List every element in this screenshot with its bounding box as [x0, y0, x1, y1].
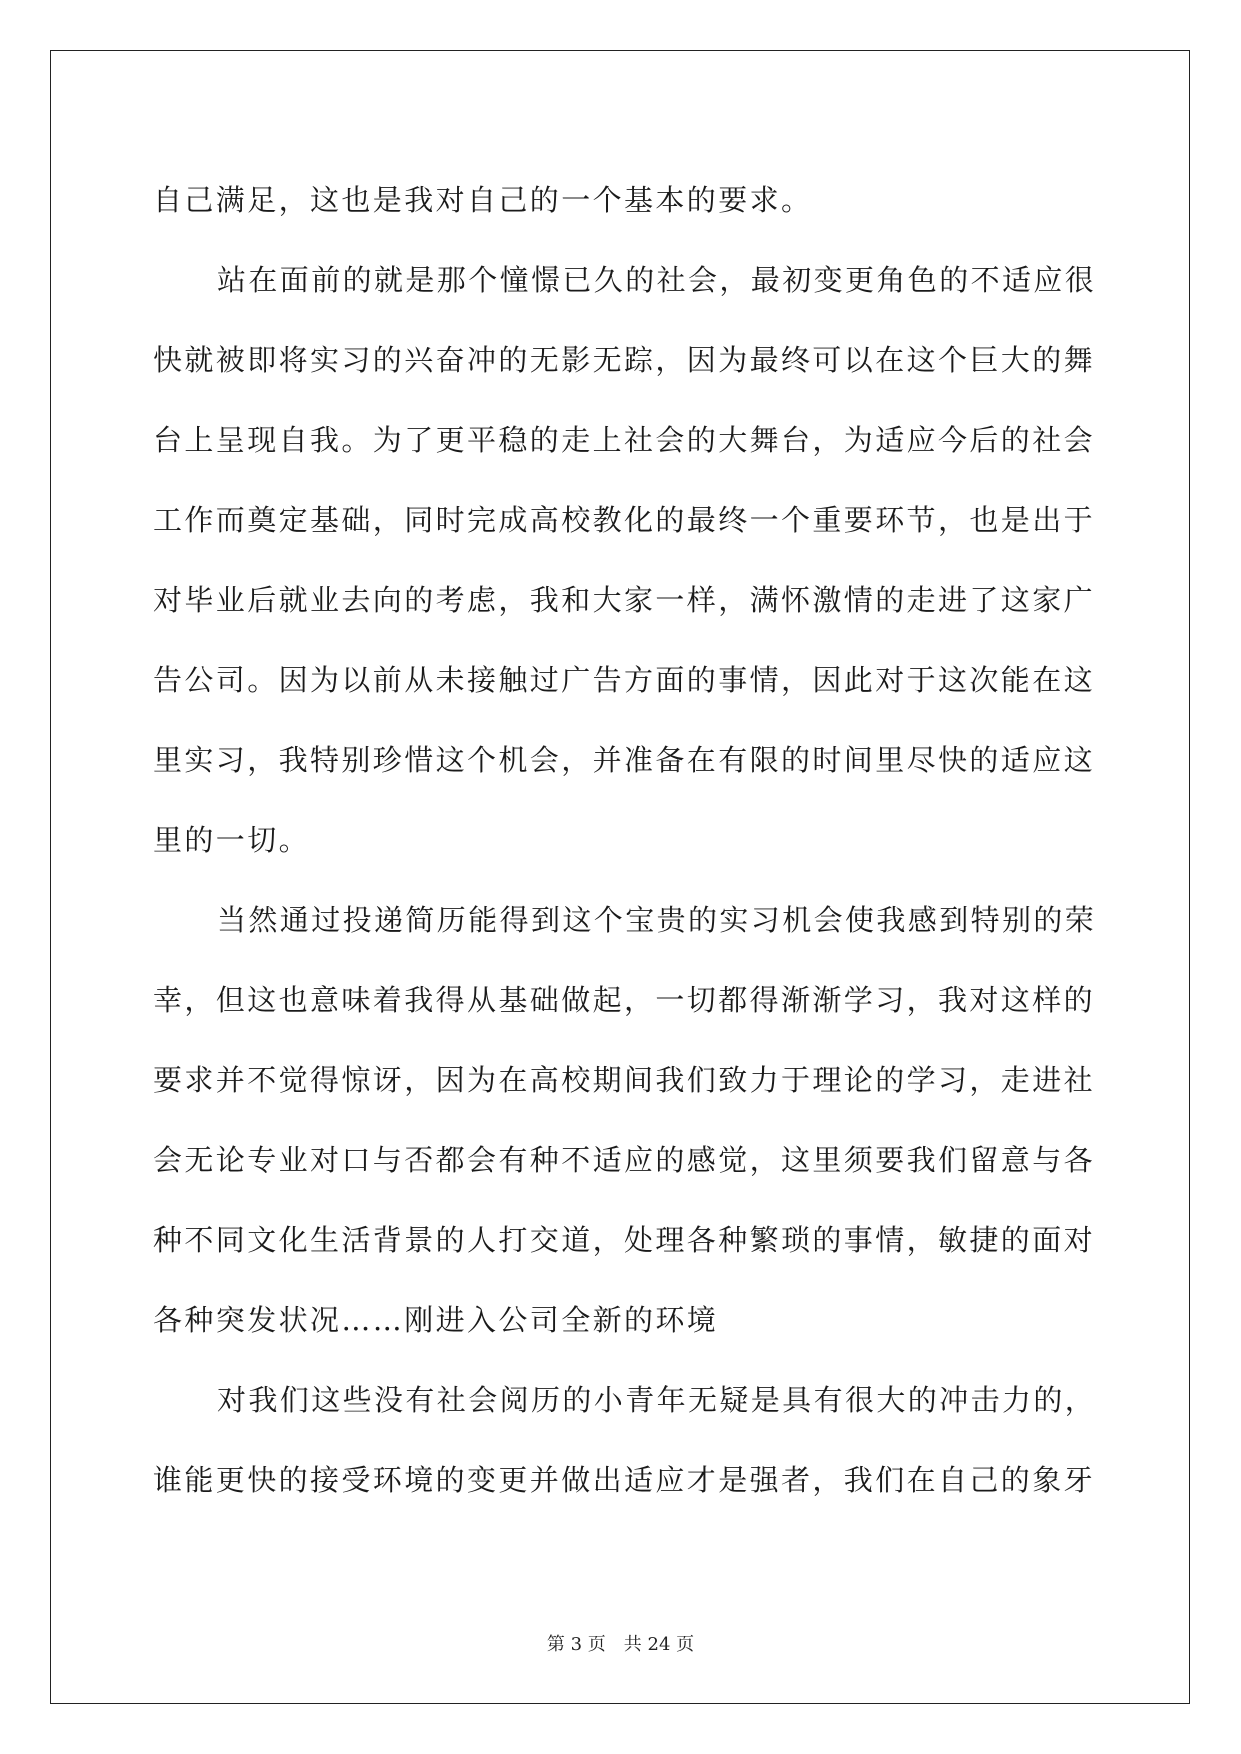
text-line: 工作而奠定基础，同时完成高校教化的最终一个重要环节，也是出于 — [153, 503, 1096, 537]
paragraph-first-line: 站在面前的就是那个憧憬已久的社会，最初变更角色的不适应很 — [217, 263, 1097, 297]
text-line: 会无论专业对口与否都会有种不适应的感觉，这里须要我们留意与各 — [153, 1143, 1096, 1177]
text-line: 要求并不觉得惊讶，因为在高校期间我们致力于理论的学习，走进社 — [153, 1063, 1096, 1097]
text-line: 幸，但这也意味着我得从基础做起，一切都得渐渐学习，我对这样的 — [153, 983, 1096, 1017]
text-line: 里的一切。 — [153, 823, 311, 857]
document-body — [153, 160, 1097, 1520]
text-line: 自己满足，这也是我对自己的一个基本的要求。 — [153, 183, 813, 217]
text-line: 种不同文化生活背景的人打交道，处理各种繁琐的事情，敏捷的面对 — [153, 1223, 1096, 1257]
text-line: 告公司。因为以前从未接触过广告方面的事情，因此对于这次能在这 — [153, 663, 1096, 697]
text-line: 快就被即将实习的兴奋冲的无影无踪，因为最终可以在这个巨大的舞 — [153, 343, 1096, 377]
text-line: 谁能更快的接受环境的变更并做出适应才是强者，我们在自己的象牙 — [153, 1463, 1096, 1497]
text-line: 里实习，我特别珍惜这个机会，并准备在有限的时间里尽快的适应这 — [153, 743, 1096, 777]
page-number-footer: 第 3 页 共 24 页 — [546, 1634, 695, 1655]
paragraph-first-line: 当然通过投递简历能得到这个宝贵的实习机会使我感到特别的荣 — [217, 903, 1097, 937]
text-line: 台上呈现自我。为了更平稳的走上社会的大舞台，为适应今后的社会 — [153, 423, 1096, 457]
paragraph-first-line: 对我们这些没有社会阅历的小青年无疑是具有很大的冲击力的， — [217, 1383, 1097, 1417]
text-line: 各种突发状况……刚进入公司全新的环境 — [153, 1303, 719, 1337]
text-line: 对毕业后就业去向的考虑，我和大家一样，满怀激情的走进了这家广 — [153, 583, 1096, 617]
